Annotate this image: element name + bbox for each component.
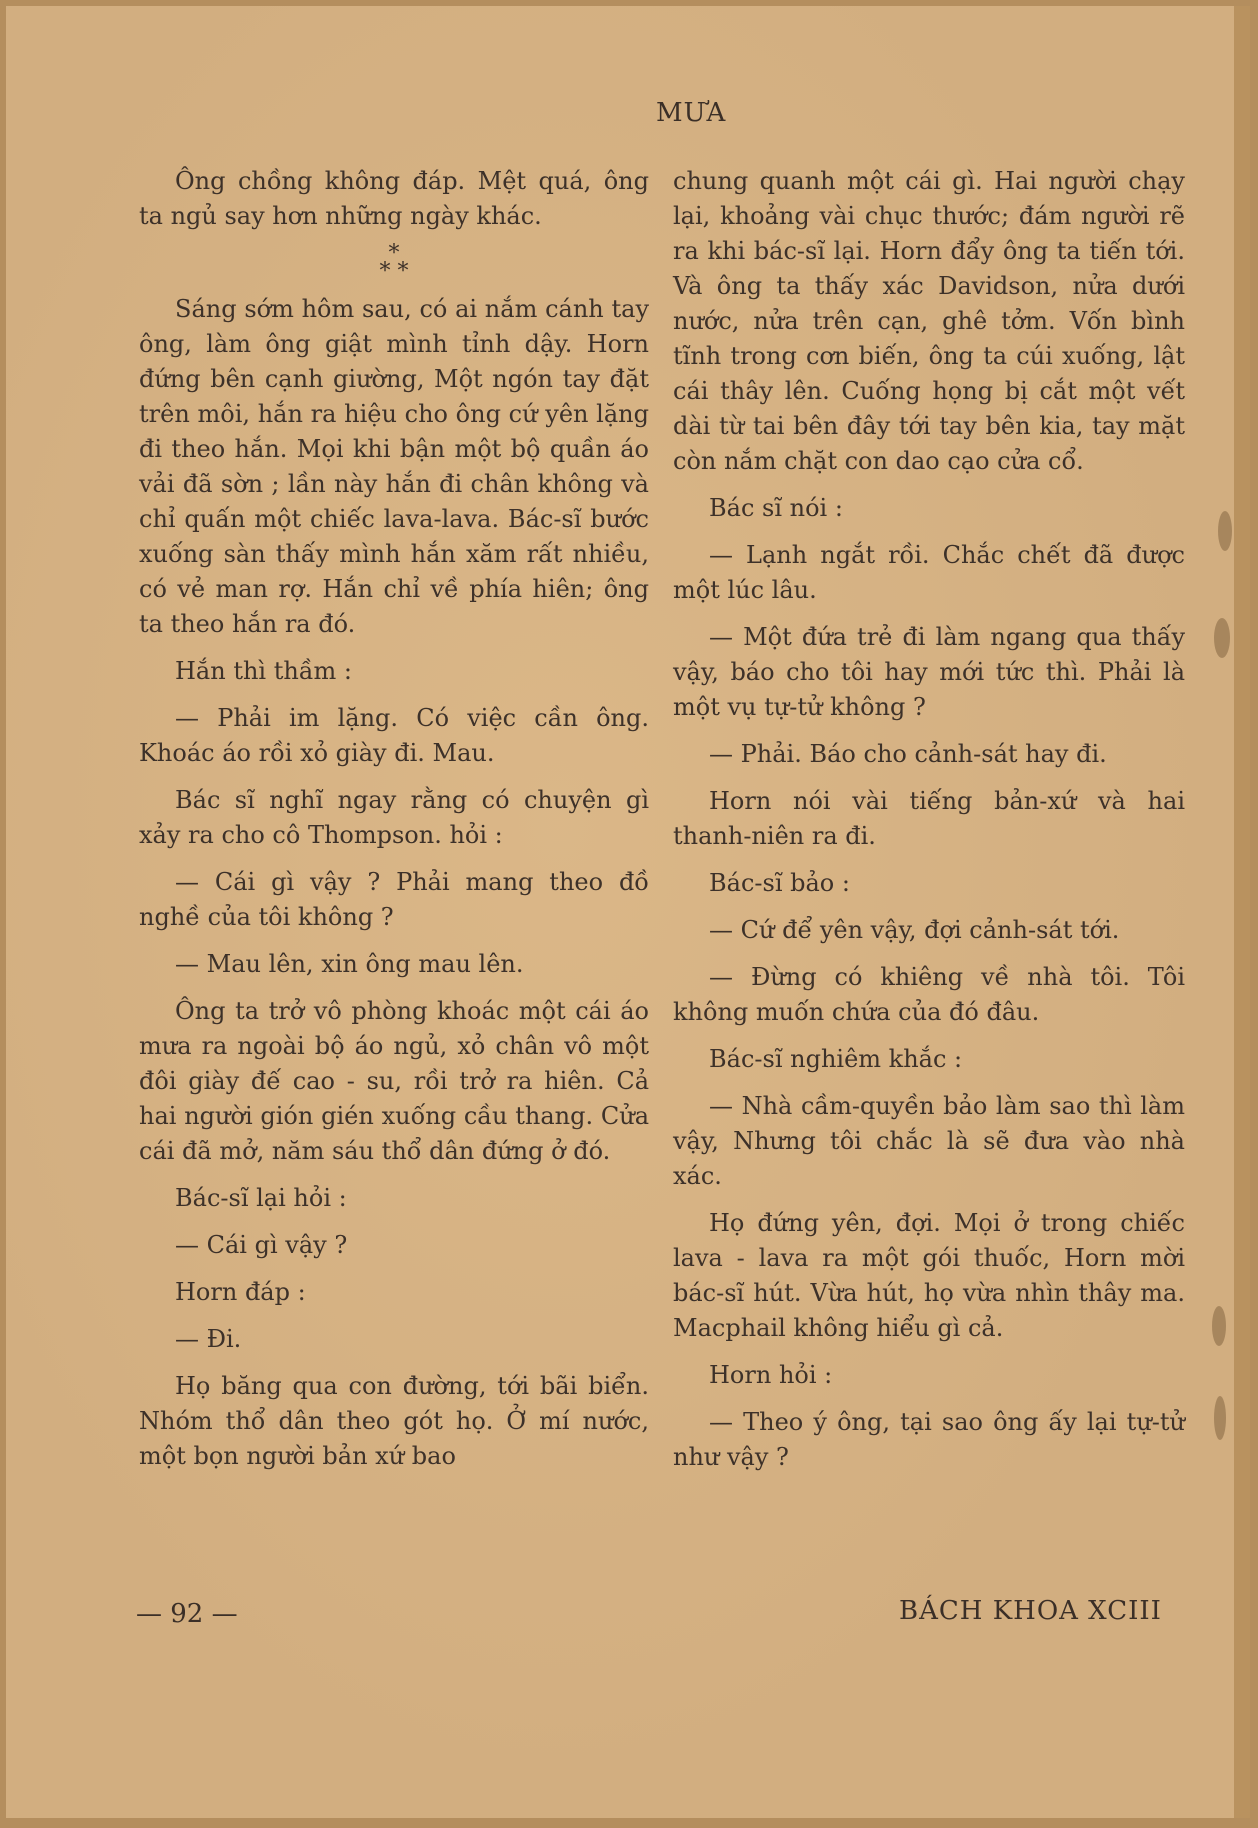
paragraph: Sáng sớm hôm sau, có ai nắm cánh tay ông, làm ông giật mình tỉnh dậy. Horn đứng bên cạnh giường, Một ngón tay đặt trên môi, hắn ra hiệu cho ông cứ yên lặng đi theo hắn. Mọi khi bận một bộ quần áo vải đã sờn ; lần này hắn đi chân không và chỉ quấn một chiếc lava-lava. Bác-sĩ bước xuống sàn thấy mình hắn xăm rất nhiều, có vẻ man rợ. Hắn chỉ về phía hiên; ông ta theo hắn ra đó.: [139, 295, 649, 638]
dialogue-line: — Mau lên, xin ông mau lên.: [175, 950, 524, 978]
dialogue-line: — Cứ để yên vậy, đợi cảnh-sát tới.: [709, 916, 1120, 944]
dialogue-line: — Cái gì vậy ? Phải mang theo đồ nghề của tôi không ?: [139, 868, 649, 931]
paragraph: Họ đứng yên, đợi. Mọi ở trong chiếc lava - lava ra một gói thuốc, Horn mời bác-sĩ hút. Vừa hút, họ vừa nhìn thây ma. Macphail không hiểu gì cả.: [673, 1209, 1185, 1342]
paragraph: Horn hỏi :: [709, 1361, 833, 1389]
page-number: — 92 —: [136, 1599, 238, 1629]
paper-damage-mark: [1214, 618, 1230, 658]
paragraph: Hắn thì thầm :: [175, 657, 353, 685]
footer-publication-title: BÁCH KHOA XCIII: [899, 1596, 1162, 1626]
paragraph: Bác-sĩ bảo :: [709, 869, 850, 897]
dialogue-line: — Lạnh ngắt rồi. Chắc chết đã được một lúc lâu.: [673, 541, 1185, 604]
paragraph: Ông ta trở vô phòng khoác một cái áo mưa ra ngoài bộ áo ngủ, xỏ chân vô một đôi giày đế cao - su, rồi trở ra hiên. Cả hai người gión gién xuống cầu thang. Cửa cái đã mở, năm sáu thổ dân đứng ở đó.: [139, 997, 649, 1165]
paper-damage-mark: [1218, 511, 1232, 551]
paragraph: Bác sĩ nói :: [709, 494, 843, 522]
left-column: [139, 164, 649, 1486]
dialogue-line: — Đi.: [175, 1325, 242, 1353]
paragraph: Horn đáp :: [175, 1278, 306, 1306]
asterism-top: *: [388, 241, 400, 266]
dialogue-line: — Nhà cầm-quyền bảo làm sao thì làm vậy, Nhưng tôi chắc là sẽ đưa vào nhà xác.: [673, 1092, 1185, 1190]
continuation-paragraph: chung quanh một cái gì. Hai người chạy lại, khoảng vài chục thước; đám người rẽ ra khi bác-sĩ lại. Horn đẩy ông ta tiến tới. Và ông ta thấy xác Davidson, nửa dưới nước, nửa trên cạn, ghê tởm. Vốn bình tĩnh trong cơn biến, ông ta cúi xuống, lật cái thây lên. Cuống họng bị cắt một vết dài từ tai bên đây tới tay bên kia, tay mặt còn nắm chặt con dao cạo cửa cổ.: [673, 167, 1185, 475]
dialogue-line: — Phải. Báo cho cảnh-sát hay đi.: [709, 740, 1107, 768]
dialogue-line: — Cái gì vậy ?: [175, 1231, 348, 1259]
book-page: [6, 6, 1250, 1818]
dialogue-line: — Một đứa trẻ đi làm ngang qua thấy vậy, báo cho tôi hay mới tức thì. Phải là một vụ tự-tử không ?: [673, 623, 1185, 721]
paragraph: Họ băng qua con đường, tới bãi biển. Nhóm thổ dân theo gót họ. Ở mí nước, một bọn người bản xứ bao: [139, 1372, 649, 1470]
dialogue-line: — Theo ý ông, tại sao ông ấy lại tự-tử như vậy ?: [673, 1408, 1185, 1471]
asterism-bottom: * *: [379, 259, 409, 284]
paragraph: Bác-sĩ nghiêm khắc :: [709, 1045, 963, 1073]
paper-damage-mark: [1214, 1396, 1226, 1440]
paragraph: Bác-sĩ lại hỏi :: [175, 1184, 347, 1212]
dialogue-line: — Phải im lặng. Có việc cần ông. Khoác áo rồi xỏ giày đi. Mau.: [139, 704, 649, 767]
paragraph: Bác sĩ nghĩ ngay rằng có chuyện gì xảy ra cho cô Thompson. hỏi :: [139, 786, 649, 849]
right-column: [673, 164, 1185, 1487]
paper-damage-mark: [1212, 1306, 1226, 1346]
section-break-asterism: [139, 241, 649, 284]
opening-paragraph: Ông chồng không đáp. Mệt quá, ông ta ngủ say hơn những ngày khác.: [139, 167, 649, 230]
paragraph: Horn nói vài tiếng bản-xứ và hai thanh-niên ra đi.: [673, 787, 1185, 850]
dialogue-line: — Đừng có khiêng về nhà tôi. Tôi không muốn chứa của đó đâu.: [673, 963, 1185, 1026]
running-head: MƯA: [656, 98, 727, 128]
